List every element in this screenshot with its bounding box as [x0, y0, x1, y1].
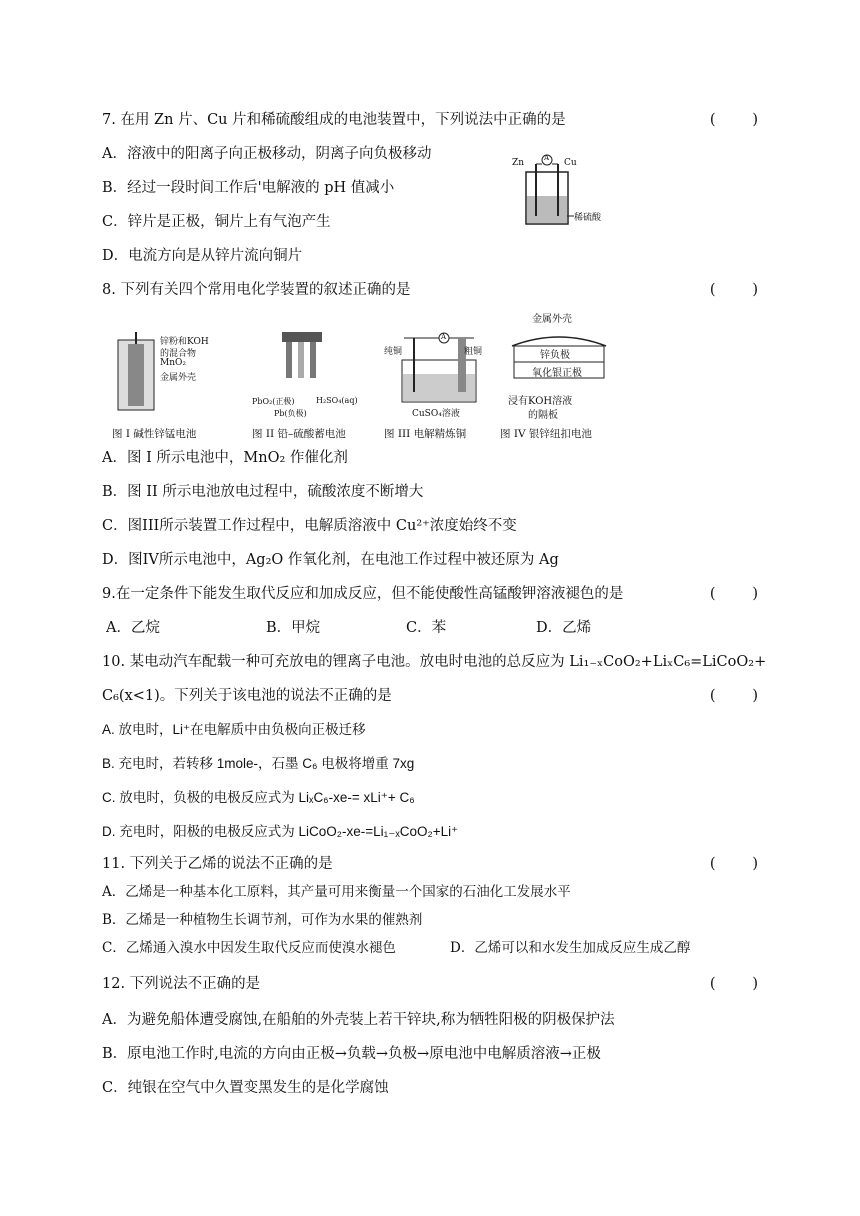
q7-option-a: A．溶液中的阳离子向正极移动，阴离子向负极移动 [102, 146, 432, 162]
q12-answer-paren: ( ) [709, 976, 758, 992]
q10-option-a: A. 放电时，Li⁺在电解质中由负极向正极迁移 [102, 722, 366, 737]
q8-fig1-label-3: MnO₂ [160, 358, 186, 368]
q10-answer-paren: ( ) [709, 688, 758, 704]
q8-option-c: C．图III所示装置工作过程中，电解质溶液中 Cu²⁺浓度始终不变 [102, 518, 517, 534]
q8-fig1-label-2: 的混合物 [160, 349, 197, 359]
q8-fig2-h2so4-label: H₂SO₄(aq) [316, 396, 358, 405]
q9-stem: 9.在一定条件下能发生取代反应和加成反应，但不能使酸性高锰酸钾溶液褪色的是 [102, 586, 624, 602]
q8-answer-paren: ( ) [709, 282, 758, 298]
q7-cell-diagram [510, 150, 600, 230]
q11-option-b: B．乙烯是一种植物生长调节剂，可作为水果的催熟剂 [102, 912, 423, 928]
q7-acid-label: 稀硫酸 [574, 213, 602, 223]
q10-stem-line-2: C₆(x<1)。下列关于该电池的说法不正确的是 [102, 688, 392, 704]
q8-fig3-crude-copper-label: 粗铜 [464, 347, 483, 357]
q8-fig4-caption: 图 IV 银锌纽扣电池 [500, 428, 592, 440]
q8-fig3-caption: 图 III 电解精炼铜 [384, 428, 467, 440]
q8-fig4-separator-label-2: 的隔板 [528, 410, 558, 421]
q8-fig3-solution-label: CuSO₄溶液 [412, 409, 460, 419]
q11-option-c: C．乙烯通入溴水中因发生取代反应而使溴水褪色 [102, 940, 396, 956]
q8-fig4-silver-oxide-label: 氧化银正极 [532, 368, 582, 379]
q8-figures [112, 310, 612, 440]
q8-fig1-alkaline-battery [112, 330, 242, 440]
q9-options [106, 618, 591, 638]
q8-fig3-copper-refining [384, 330, 499, 440]
q7-zn-label: Zn [512, 158, 525, 168]
q9-answer-paren: ( ) [709, 586, 758, 602]
q11-option-a: A．乙烯是一种基本化工原料，其产量可用来衡量一个国家的石油化工发展水平 [102, 884, 571, 900]
q7-answer-paren: ( ) [709, 112, 758, 128]
q8-fig3-pure-copper-label: 纯铜 [384, 347, 403, 357]
q8-fig2-caption: 图 II 铅–硫酸蓄电池 [252, 428, 346, 440]
q10-stem-line-1: 10. 某电动汽车配载一种可充放电的锂离子电池。放电时电池的总反应为 Li₁₋ₓCoO₂+LiₓC₆=LiCoO₂+ [102, 654, 767, 670]
q9-option-a: A．乙烷 [106, 620, 160, 636]
q8-option-d: D．图IV所示电池中，Ag₂O 作氧化剂，在电池工作过程中被还原为 Ag [102, 552, 559, 568]
q8-fig2-pbo2-label: PbO₂(正极) [252, 397, 295, 406]
q8-fig4-shell-label: 金属外壳 [532, 314, 572, 325]
q10-option-d: D. 充电时，阳极的电极反应式为 LiCoO₂-xe-=Li₁₋ₓCoO₂+Li⁺ [102, 824, 459, 839]
q11-options-cd [102, 938, 690, 958]
q11-option-d: D．乙烯可以和水发生加成反应生成乙醇 [450, 940, 691, 956]
q7-ammeter-label: A [544, 154, 550, 162]
q8-fig4-zinc-label: 锌负极 [540, 350, 570, 361]
q12-stem: 12. 下列说法不正确的是 [102, 976, 261, 992]
q8-fig4-separator-label-1: 浸有KOH溶液 [508, 396, 573, 407]
q8-option-a: A．图 I 所示电池中，MnO₂ 作催化剂 [102, 450, 348, 466]
q12-option-b: B．原电池工作时,电流的方向由正极→负载→负极→原电池中电解质溶液→正极 [102, 1046, 601, 1062]
q9-option-c: C．苯 [406, 620, 447, 636]
q7-cu-label: Cu [564, 158, 577, 168]
q10-option-c: C. 放电时，负极的电极反应式为 LiₓC₆-xe-= xLi⁺+ C₆ [102, 790, 415, 805]
q9-option-d: D．乙烯 [536, 620, 592, 636]
q8-fig1-caption: 图 I 碱性锌锰电池 [112, 428, 197, 440]
q7-option-d: D．电流方向是从锌片流向铜片 [102, 248, 303, 264]
q10-option-b: B. 充电时，若转移 1mole-，石墨 C₆ 电极将增重 7xg [102, 756, 415, 771]
q7-option-c: C．锌片是正极，铜片上有气泡产生 [102, 214, 331, 230]
q8-option-b: B．图 II 所示电池放电过程中，硫酸浓度不断增大 [102, 484, 424, 500]
q12-option-c: C．纯银在空气中久置变黑发生的是化学腐蚀 [102, 1080, 389, 1096]
q8-stem: 8. 下列有关四个常用电化学装置的叙述正确的是 [102, 282, 411, 298]
q8-fig2-pb-label: Pb(负极) [274, 409, 307, 418]
q7-stem: 7. 在用 Zn 片、Cu 片和稀硫酸组成的电池装置中，下列说法中正确的是 [102, 112, 566, 128]
q11-answer-paren: ( ) [709, 856, 758, 872]
q8-fig3-ammeter-label: A [441, 333, 447, 341]
q8-fig1-label-4: 金属外壳 [160, 373, 197, 383]
q7-option-b: B．经过一段时间工作后'电解液的 pH 值减小 [102, 180, 395, 196]
q12-option-a: A．为避免船体遭受腐蚀,在船舶的外壳装上若干锌块,称为牺牲阳极的阴极保护法 [102, 1012, 615, 1028]
q8-fig2-lead-acid-battery [252, 330, 372, 440]
q11-stem: 11. 下列关于乙烯的说法不正确的是 [102, 856, 333, 872]
q8-fig4-button-cell [500, 310, 614, 440]
q9-option-b: B．甲烷 [266, 620, 321, 636]
q8-fig1-label-1: 锌粉和KOH [160, 337, 209, 347]
